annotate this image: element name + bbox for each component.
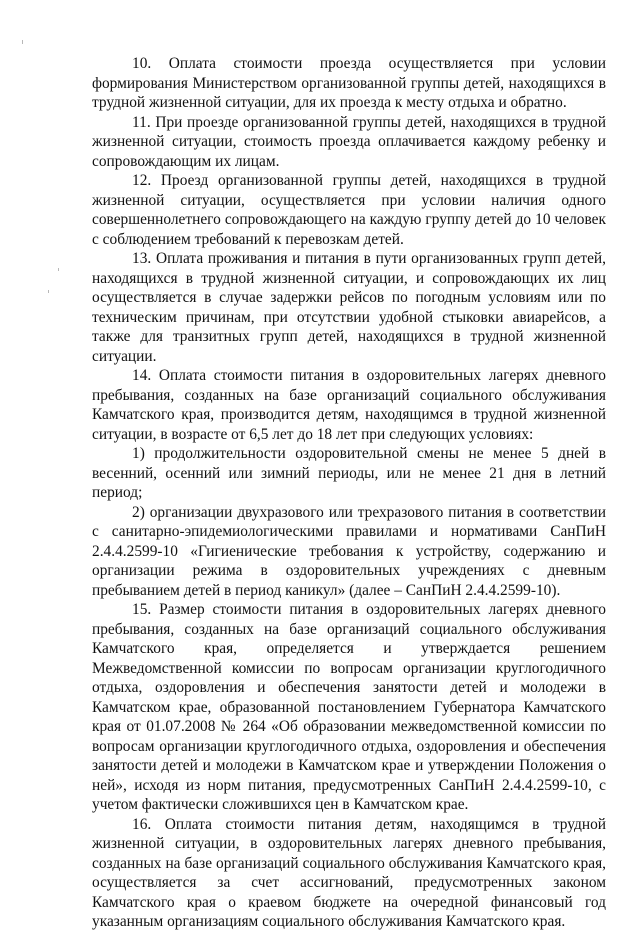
paragraph-11: 11. При проезде организованной группы детей, находящихся в трудной жизненной ситуации, стоимость проезда оплачивается каждому ребенку и сопровождающим их лицам. [92,113,606,170]
scan-margin-mark [58,268,59,271]
paragraph-14-item-1: 1) продолжительности оздоровительной смены не менее 5 дней в весенний, осенний или зимний периоды, или не менее 21 дня в летний период; [92,445,606,501]
paragraph-10: 10. Оплата стоимости проезда осуществляется при условии формирования Министерством организованной группы детей, находящихся в трудной жизненной ситуации, для их проезда к месту отдыха и обратно. [92,55,606,111]
paragraph-13: 13. Оплата проживания и питания в пути организованных групп детей, находящихся в трудной жизненной ситуации, и сопровождающих их лиц осуществляется в случае задержки рейсов по погодным условиям или по техническим причинам, при отсутствии удобной стыковки авиарейсов, а также для транзитных групп детей, находящихся в трудной жизненной ситуации. [92,250,606,365]
paragraph-12: 12. Проезд организованной группы детей, находящихся в трудной жизненной ситуации, осуществляется при условии наличия одного совершеннолетнего сопровождающего на каждую группу детей до 10 человек с соблюдением требований к перевозкам детей. [92,172,606,248]
paragraph-14-item-2: 2) организации двухразового или трехразового питания в соответствии с санитарно-эпидемиологическими правилами и нормативами СанПиН 2.4.4.2599-10 «Гигиенические требования к устройству, содержанию и организации режима в оздоровительных учреждениях с дневным пребыванием детей в период каникул» (далее – СанПиН 2.4.4.2599-10). [92,503,606,599]
document-body [92,54,606,932]
scan-margin-mark [22,40,23,44]
scan-margin-mark [48,290,49,293]
paragraph-15: 15. Размер стоимости питания в оздоровительных лагерях дневного пребывания, созданных на базе организаций социального обслуживания Камчатского края, определяется и утверждается решением Межведомственной комиссии по вопросам организации круглогодичного отдыха, оздоровления и обеспечения занятости детей и молодежи в Камчатском крае, образованной постановлением Губернатора Камчатского края от 01.07.2008 № 264 «Об образовании межведомственной комиссии по вопросам организации круглогодичного отдыха, оздоровления и обеспечения занятости детей и молодежи в Камчатском крае и утверждении Положения о ней», исходя из норм питания, предусмотренных СанПиН 2.4.4.2599-10, с учетом фактически сложившихся цен в Камчатском крае. [92,601,606,813]
paragraph-14: 14. Оплата стоимости питания в оздоровительных лагерях дневного пребывания, созданных на базе организаций социального обслуживания Камчатского края, производится детям, находящимся в трудной жизненной ситуации, в возрасте от 6,5 лет до 18 лет при следующих условиях: [92,367,606,443]
paragraph-16: 16. Оплата стоимости питания детям, находящимся в трудной жизненной ситуации, в оздоровительных лагерях дневного пребывания, созданных на базе организаций социального обслуживания Камчатского края, осуществляется за счет ассигнований, предусмотренных законом Камчатского края о краевом бюджете на очередной финансовый год указанным организациям социального обслуживания Камчатского края. [92,815,606,930]
